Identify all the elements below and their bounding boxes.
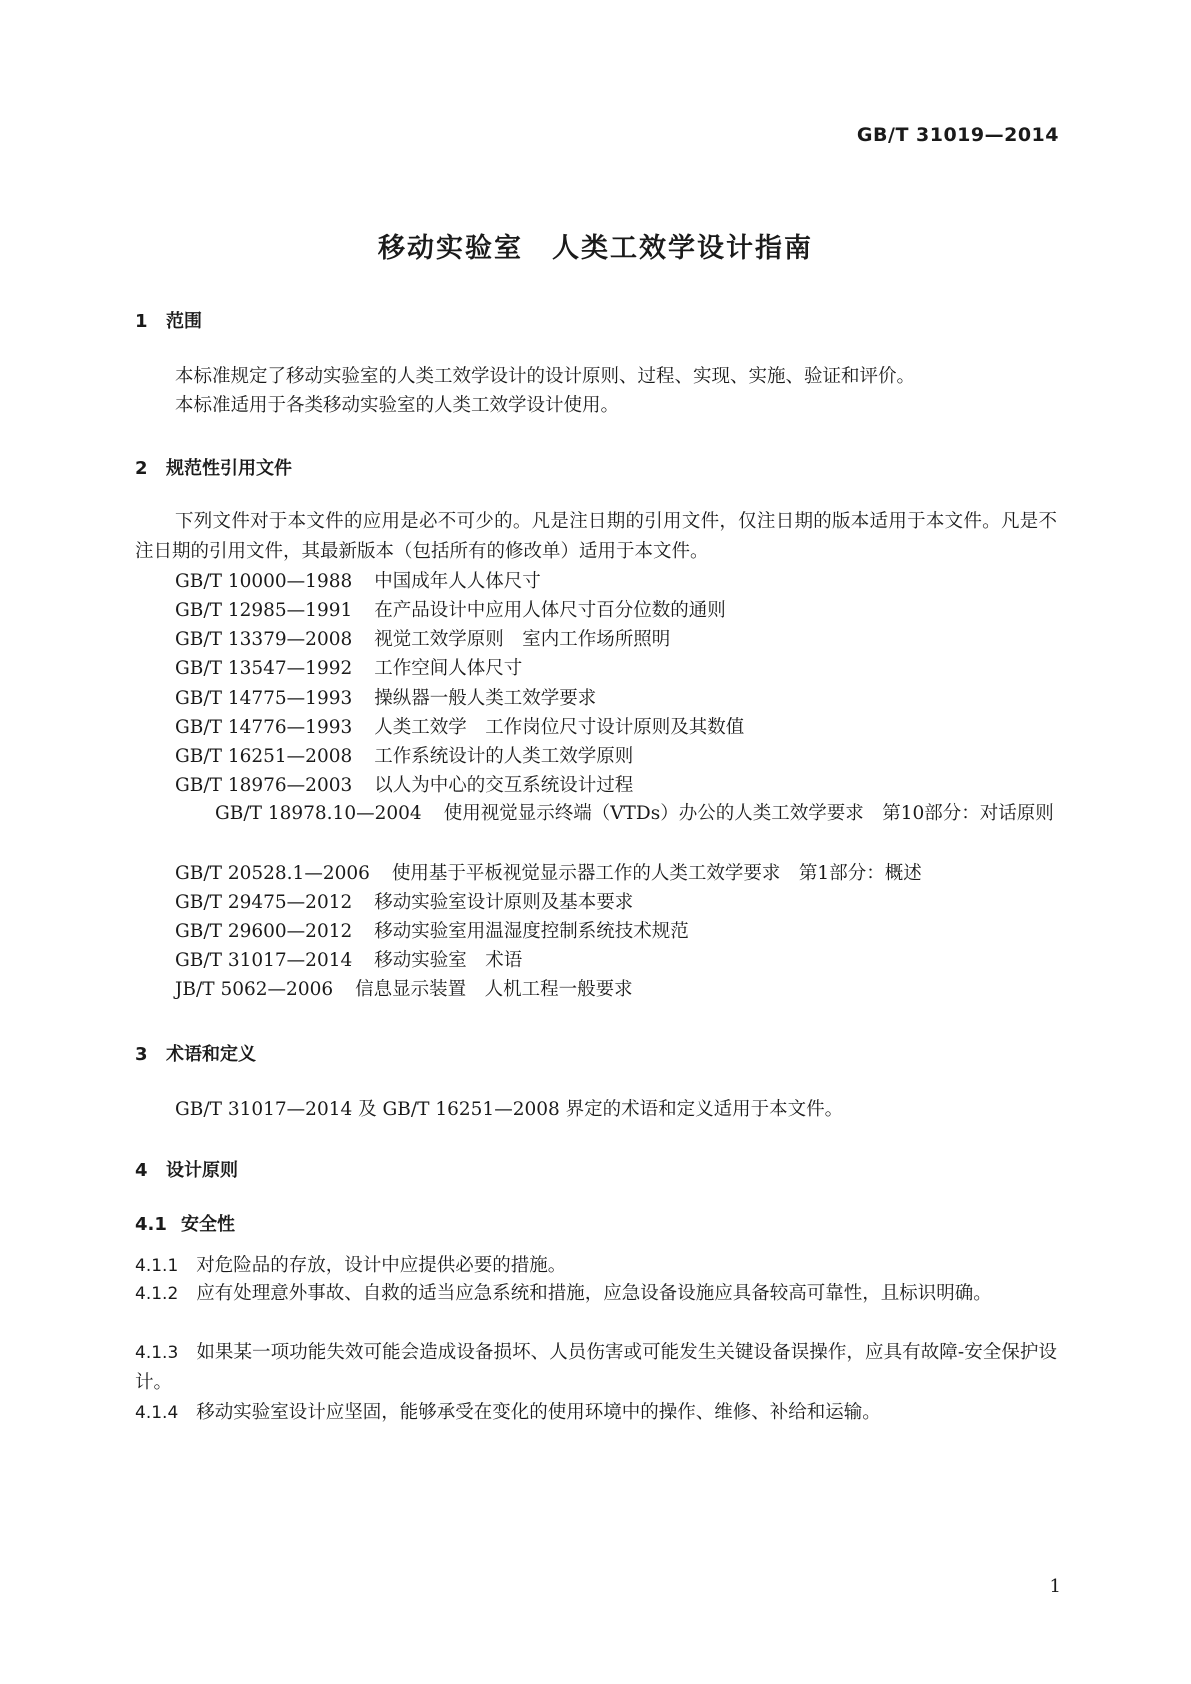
reference-title: 人类工效学 工作岗位尺寸设计原则及其数值 [374, 717, 745, 738]
clause-text: 如果某一项功能失效可能会造成设备损坏、人员伤害或可能发生关键设备误操作，应具有故障-安全保护设计。 [135, 1342, 1057, 1393]
reference-title: 使用视觉显示终端（VTDs）办公的人类工效学要求 第10部分：对话原则 [443, 803, 1054, 824]
section-title: 范围 [166, 311, 202, 332]
reference-item [135, 799, 1057, 829]
reference-item [175, 916, 689, 948]
section-title: 设计原则 [166, 1160, 238, 1181]
clause-item [135, 1397, 881, 1429]
clause-item [135, 1338, 1057, 1397]
clause-text: 移动实验室设计应坚固，能够承受在变化的使用环境中的操作、维修、补给和运输。 [196, 1402, 881, 1423]
standard-code: GB/T 31019—2014 [856, 124, 1059, 146]
reference-item [175, 887, 633, 919]
clause-item [135, 1250, 566, 1282]
reference-item [175, 624, 670, 656]
clause-number: 4.1.2 [135, 1284, 179, 1304]
reference-title: 以人为中心的交互系统设计过程 [374, 775, 634, 796]
terms-paragraph: GB/T 31017—2014 及 GB/T 16251—2008 界定的术语和定义适用于本文件。 [175, 1099, 844, 1120]
clause-item [135, 1279, 1057, 1309]
section-number: 3 [135, 1044, 148, 1065]
reference-code: GB/T 20528.1—2006 [175, 863, 370, 884]
reference-code: GB/T 13379—2008 [175, 629, 353, 650]
section-4-1-heading [135, 1210, 235, 1236]
reference-code: GB/T 31017—2014 [175, 950, 353, 971]
reference-title: 使用基于平板视觉显示器工作的人类工效学要求 第1部分：概述 [391, 863, 922, 884]
reference-item [175, 974, 633, 1006]
reference-code: GB/T 14775—1993 [175, 688, 353, 709]
reference-item [175, 595, 726, 627]
reference-title: 移动实验室设计原则及基本要求 [374, 892, 634, 913]
section-title: 安全性 [181, 1214, 235, 1235]
reference-code: JB/T 5062—2006 [175, 979, 334, 1000]
reference-code: GB/T 10000—1988 [175, 571, 353, 592]
reference-code: GB/T 18978.10—2004 [215, 803, 422, 824]
section-3-heading [135, 1040, 256, 1066]
clause-text: 对危险品的存放，设计中应提供必要的措施。 [196, 1255, 567, 1276]
reference-title: 中国成年人人体尺寸 [374, 571, 541, 592]
reference-title: 工作系统设计的人类工效学原则 [374, 746, 634, 767]
reference-title: 操纵器一般人类工效学要求 [374, 688, 597, 709]
section-number: 4.1 [135, 1214, 167, 1235]
reference-title: 移动实验室用温湿度控制系统技术规范 [374, 921, 689, 942]
reference-item [175, 858, 922, 890]
reference-title: 移动实验室 术语 [374, 950, 523, 971]
reference-code: GB/T 29475—2012 [175, 892, 353, 913]
page-number: 1 [1049, 1576, 1061, 1597]
section-2-heading [135, 454, 292, 480]
reference-item [175, 770, 633, 802]
reference-code: GB/T 16251—2008 [175, 746, 353, 767]
section-title: 术语和定义 [166, 1044, 256, 1065]
section-number: 4 [135, 1160, 148, 1181]
clause-number: 4.1.3 [135, 1343, 179, 1363]
reference-code: GB/T 29600—2012 [175, 921, 353, 942]
reference-item [175, 683, 596, 715]
normative-refs-intro: 下列文件对于本文件的应用是必不可少的。凡是注日期的引用文件，仅注日期的版本适用于本文件。凡是不注日期的引用文件，其最新版本（包括所有的修改单）适用于本文件。 [135, 511, 1057, 562]
section-4-heading [135, 1156, 238, 1182]
reference-item [175, 653, 522, 685]
reference-code: GB/T 18976—2003 [175, 775, 353, 796]
reference-title: 视觉工效学原则 室内工作场所照明 [374, 629, 671, 650]
section-number: 2 [135, 458, 148, 479]
section-1-heading [135, 307, 202, 333]
section-title: 规范性引用文件 [166, 458, 292, 479]
clause-number: 4.1.1 [135, 1256, 179, 1276]
reference-title: 工作空间人体尺寸 [374, 658, 523, 679]
reference-item [175, 712, 744, 744]
clause-text: 应有处理意外事故、自救的适当应急系统和措施，应急设备设施应具备较高可靠性，且标识明确。 [196, 1283, 992, 1304]
clause-number: 4.1.4 [135, 1403, 179, 1423]
scope-paragraph-1: 本标准规定了移动实验室的人类工效学设计的设计原则、过程、实现、实施、验证和评价。 [175, 366, 916, 387]
reference-code: GB/T 14776—1993 [175, 717, 353, 738]
reference-code: GB/T 12985—1991 [175, 600, 353, 621]
reference-item [175, 741, 633, 773]
reference-item [175, 945, 522, 977]
scope-paragraph-2: 本标准适用于各类移动实验室的人类工效学设计使用。 [175, 395, 620, 416]
reference-code: GB/T 13547—1992 [175, 658, 353, 679]
reference-title: 在产品设计中应用人体尺寸百分位数的通则 [374, 600, 726, 621]
reference-item [175, 566, 541, 598]
section-number: 1 [135, 311, 148, 332]
document-title: 移动实验室 人类工效学设计指南 [378, 233, 813, 264]
reference-title: 信息显示装置 人机工程一般要求 [355, 979, 633, 1000]
